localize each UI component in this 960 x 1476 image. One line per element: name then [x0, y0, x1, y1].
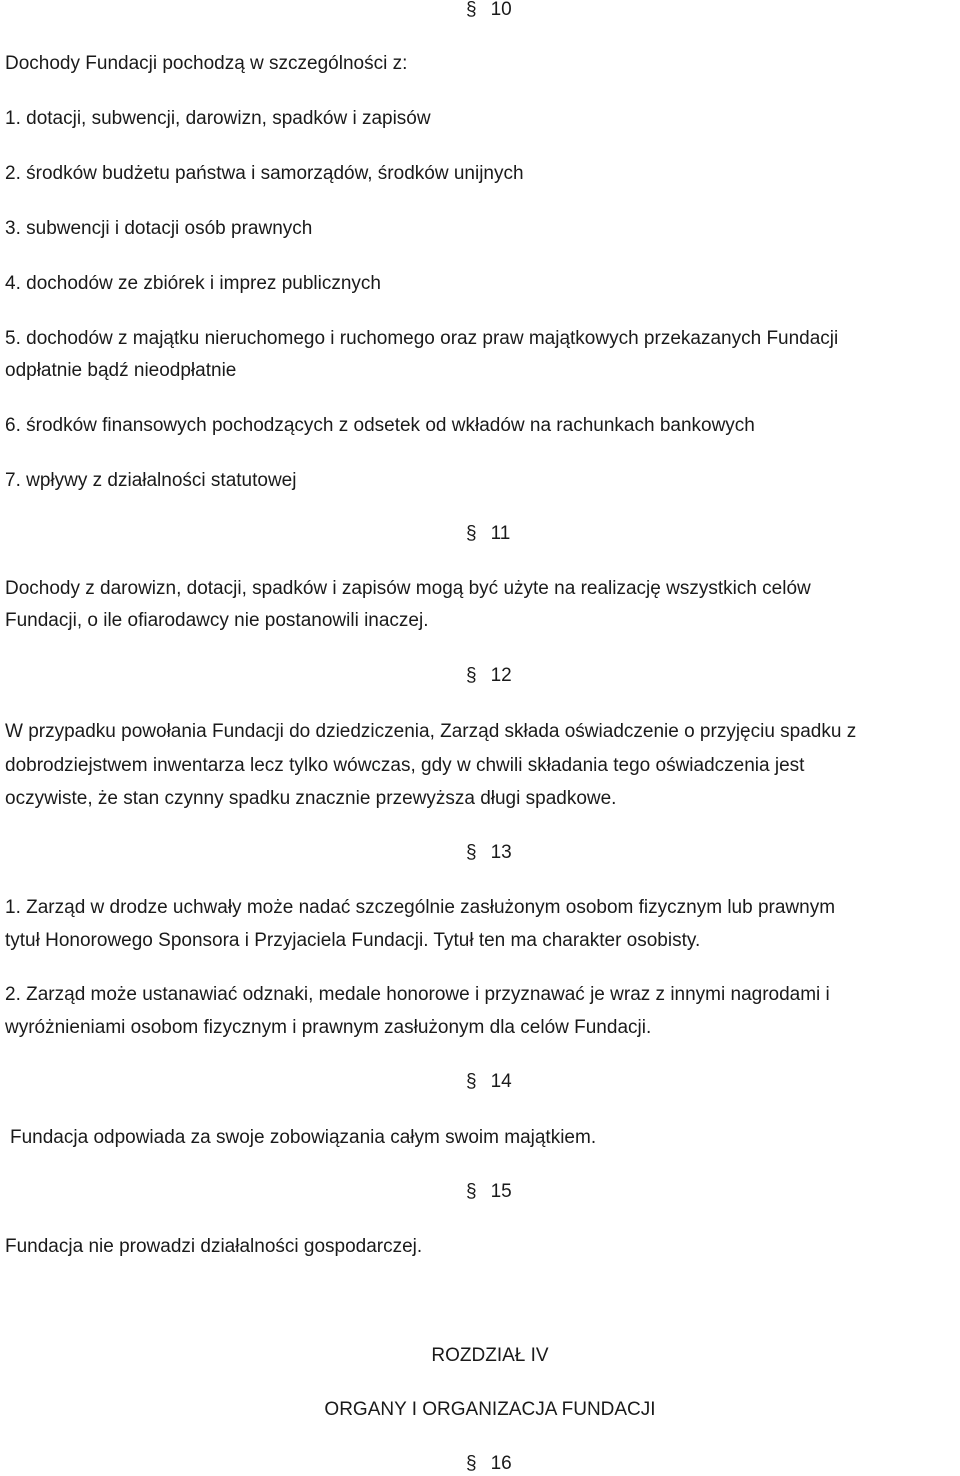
- section-sign: §: [466, 0, 477, 20]
- section-sign: §: [466, 1071, 477, 1092]
- income-item-1: 1. dotacji, subwencji, darowizn, spadków i zapisów: [5, 108, 431, 129]
- section-12-line-1: W przypadku powołania Fundacji do dziedziczenia, Zarząd składa oświadczenie o przyjęciu spadku z: [5, 721, 857, 742]
- section-sign: §: [466, 842, 477, 863]
- section-number: 14: [490, 1071, 512, 1092]
- income-item-7: 7. wpływy z działalności statutowej: [5, 470, 297, 491]
- section-12-line-2: dobrodziejstwem inwentarza lecz tylko wówczas, gdy w chwili składania tego oświadczenia jest: [5, 755, 805, 776]
- section-number: 13: [490, 842, 512, 863]
- section-14-text: Fundacja odpowiada za swoje zobowiązania całym swoim majątkiem.: [10, 1127, 597, 1148]
- section-11-line-2: Fundacji, o ile ofiarodawcy nie postanowili inaczej.: [5, 610, 429, 631]
- section-12-line-3: oczywiste, że stan czynny spadku znacznie przewyższa długi spadkowe.: [5, 788, 617, 809]
- income-item-6: 6. środków finansowych pochodzących z odsetek od wkładów na rachunkach bankowych: [5, 415, 755, 436]
- income-intro: Dochody Fundacji pochodzą w szczególności z:: [5, 53, 408, 74]
- income-item-2: 2. środków budżetu państwa i samorządów, środków unijnych: [5, 163, 524, 184]
- section-sign: §: [466, 665, 477, 686]
- section-15-text: Fundacja nie prowadzi działalności gospodarczej.: [5, 1236, 423, 1257]
- section-11-heading: [466, 522, 510, 546]
- section-number: 10: [490, 0, 512, 20]
- section-15-heading: [466, 1180, 512, 1204]
- section-10-heading: [466, 0, 512, 22]
- income-item-3: 3. subwencji i dotacji osób prawnych: [5, 218, 313, 239]
- section-13-item-2-line-1: 2. Zarząd może ustanawiać odznaki, medale honorowe i przyznawać je wraz z innymi nagrodami i: [5, 984, 830, 1005]
- section-sign: §: [466, 1453, 477, 1474]
- income-item-5-continued: odpłatnie bądź nieodpłatnie: [5, 360, 237, 381]
- section-12-heading: [466, 664, 512, 688]
- section-13-item-1-line-1: 1. Zarząd w drodze uchwały może nadać szczególnie zasłużonym osobom fizycznym lub prawnym: [5, 897, 836, 918]
- section-sign: §: [466, 1181, 477, 1202]
- income-item-5: 5. dochodów z majątku nieruchomego i ruchomego oraz praw majątkowych przekazanych Fundacji: [5, 328, 839, 349]
- section-13-item-1-line-2: tytuł Honorowego Sponsora i Przyjaciela Fundacji. Tytuł ten ma charakter osobisty.: [5, 930, 701, 951]
- section-11-line-1: Dochody z darowizn, dotacji, spadków i zapisów mogą być użyte na realizację wszystkich celów: [5, 578, 811, 599]
- section-number: 15: [490, 1181, 512, 1202]
- chapter-title: ORGANY I ORGANIZACJA FUNDACJI: [324, 1399, 656, 1420]
- section-number: 11: [490, 523, 511, 544]
- section-number: 12: [490, 665, 512, 686]
- section-13-item-2-line-2: wyróżnieniami osobom fizycznym i prawnym zasłużonym dla celów Fundacji.: [5, 1017, 652, 1038]
- chapter-number: ROZDZIAŁ IV: [431, 1345, 549, 1366]
- income-item-4: 4. dochodów ze zbiórek i imprez publicznych: [5, 273, 381, 294]
- section-16-heading: [466, 1452, 512, 1476]
- section-sign: §: [466, 523, 477, 544]
- section-13-heading: [466, 841, 512, 865]
- section-number: 16: [490, 1453, 512, 1474]
- section-14-heading: [466, 1070, 512, 1094]
